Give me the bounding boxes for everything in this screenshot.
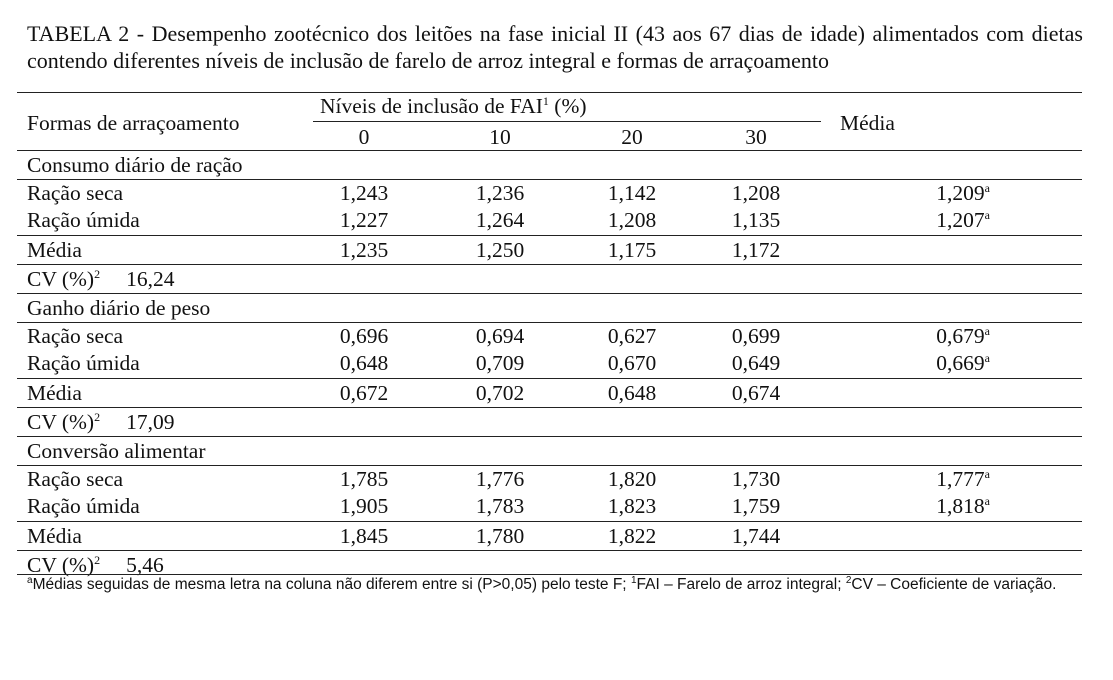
value-cell: 1,135 <box>731 208 781 232</box>
value-cell: 1,243 <box>339 181 389 205</box>
mean-letter: a <box>984 350 990 365</box>
row-label: Ração seca <box>27 467 124 491</box>
value-cell: 0,694 <box>475 324 525 348</box>
value-cell: 1,776 <box>475 467 525 491</box>
mean-row-label: Média <box>27 238 82 262</box>
cv-row <box>27 266 174 292</box>
value-cell: 0,696 <box>339 324 389 348</box>
value-cell: 1,823 <box>607 494 657 518</box>
row-rule <box>17 550 1082 551</box>
mean-row-value: 0,674 <box>731 381 781 405</box>
cv-value: 5,46 <box>126 553 164 577</box>
value-cell: 0,670 <box>607 351 657 375</box>
level-header: 10 <box>489 125 511 149</box>
header-group-rule <box>313 121 821 122</box>
row-label: Ração úmida <box>27 208 140 232</box>
value-cell: 0,699 <box>731 324 781 348</box>
cv-value: 16,24 <box>126 267 175 291</box>
cv-sup: 2 <box>94 266 101 281</box>
section-title: Conversão alimentar <box>27 439 206 463</box>
mean-letter: a <box>984 493 990 508</box>
mean-row-value: 1,250 <box>475 238 525 262</box>
value-cell: 0,649 <box>731 351 781 375</box>
level-header: 20 <box>621 125 643 149</box>
mean-row-value: 1,235 <box>339 238 389 262</box>
mean-row-value: 1,744 <box>731 524 781 548</box>
value-cell: 1,730 <box>731 467 781 491</box>
value-cell: 1,783 <box>475 494 525 518</box>
value-cell: 1,785 <box>339 467 389 491</box>
cv-sup: 2 <box>94 409 101 424</box>
section-title: Consumo diário de ração <box>27 153 243 177</box>
mean-value: 0,669 <box>936 351 985 375</box>
table-footnote: $^a$Médias seguidas de mesma letra na coluna não diferem entre si (P>0,05) pelo teste F; $^1$FAI – Farelo de arroz integral; $^2$CV – Coeficiente de variação. <box>27 574 1057 593</box>
mean-cell <box>870 466 990 492</box>
cv-sup: 2 <box>94 552 101 567</box>
row-label: Ração úmida <box>27 351 140 375</box>
mean-cell <box>870 350 990 376</box>
mean-row-value: 1,175 <box>607 238 657 262</box>
value-cell: 1,227 <box>339 208 389 232</box>
value-cell: 1,142 <box>607 181 657 205</box>
value-cell: 0,709 <box>475 351 525 375</box>
row-rule <box>17 521 1082 522</box>
mean-row-value: 1,172 <box>731 238 781 262</box>
value-cell: 1,264 <box>475 208 525 232</box>
mean-letter: a <box>984 466 990 481</box>
mean-row-value: 1,780 <box>475 524 525 548</box>
value-cell: 0,648 <box>339 351 389 375</box>
value-cell: 1,759 <box>731 494 781 518</box>
table-caption: TABELA 2 - Desempenho zootécnico dos leitões na fase inicial II (43 aos 67 dias de idade) alimentados com dietas contendo diferentes níveis de inclusão de farelo de arroz integral e formas de arraçoamento <box>27 21 1083 73</box>
row-rule <box>17 264 1082 265</box>
mean-row-value: 0,672 <box>339 381 389 405</box>
mean-row-label: Média <box>27 381 82 405</box>
header-mean-label: Média <box>840 111 895 135</box>
mean-value: 1,777 <box>936 467 985 491</box>
value-cell: 1,236 <box>475 181 525 205</box>
value-cell: 1,905 <box>339 494 389 518</box>
level-header: 30 <box>745 125 767 149</box>
value-cell: 1,208 <box>607 208 657 232</box>
level-header: 0 <box>358 125 370 149</box>
mean-letter: a <box>984 207 990 222</box>
cv-label: CV (%) <box>27 267 95 291</box>
mean-row-label: Média <box>27 524 82 548</box>
header-group-label: Níveis de inclusão de FAI$^1$ (%) <box>320 93 587 118</box>
cv-label: CV (%) <box>27 553 95 577</box>
value-cell: 0,627 <box>607 324 657 348</box>
mean-letter: a <box>984 323 990 338</box>
section-title: Ganho diário de peso <box>27 296 211 320</box>
row-rule <box>17 378 1082 379</box>
mean-value: 1,207 <box>936 208 985 232</box>
mean-row-value: 0,702 <box>475 381 525 405</box>
row-label: Ração seca <box>27 181 124 205</box>
mean-value: 0,679 <box>936 324 985 348</box>
header-row-label: Formas de arraçoamento <box>27 111 240 135</box>
mean-cell <box>870 493 990 519</box>
cv-row <box>27 409 174 435</box>
value-cell: 1,820 <box>607 467 657 491</box>
mean-row-value: 1,822 <box>607 524 657 548</box>
cv-label: CV (%) <box>27 410 95 434</box>
mean-letter: a <box>984 180 990 195</box>
cv-value: 17,09 <box>126 410 175 434</box>
row-rule <box>17 436 1082 437</box>
mean-cell <box>870 180 990 206</box>
mean-row-value: 0,648 <box>607 381 657 405</box>
row-rule <box>17 293 1082 294</box>
mean-cell <box>870 207 990 233</box>
mean-row-value: 1,845 <box>339 524 389 548</box>
mean-value: 1,818 <box>936 494 985 518</box>
row-rule <box>17 407 1082 408</box>
row-rule <box>17 235 1082 236</box>
value-cell: 1,208 <box>731 181 781 205</box>
header-bottom-rule <box>17 150 1082 151</box>
mean-cell <box>870 323 990 349</box>
mean-value: 1,209 <box>936 181 985 205</box>
row-label: Ração úmida <box>27 494 140 518</box>
row-label: Ração seca <box>27 324 124 348</box>
